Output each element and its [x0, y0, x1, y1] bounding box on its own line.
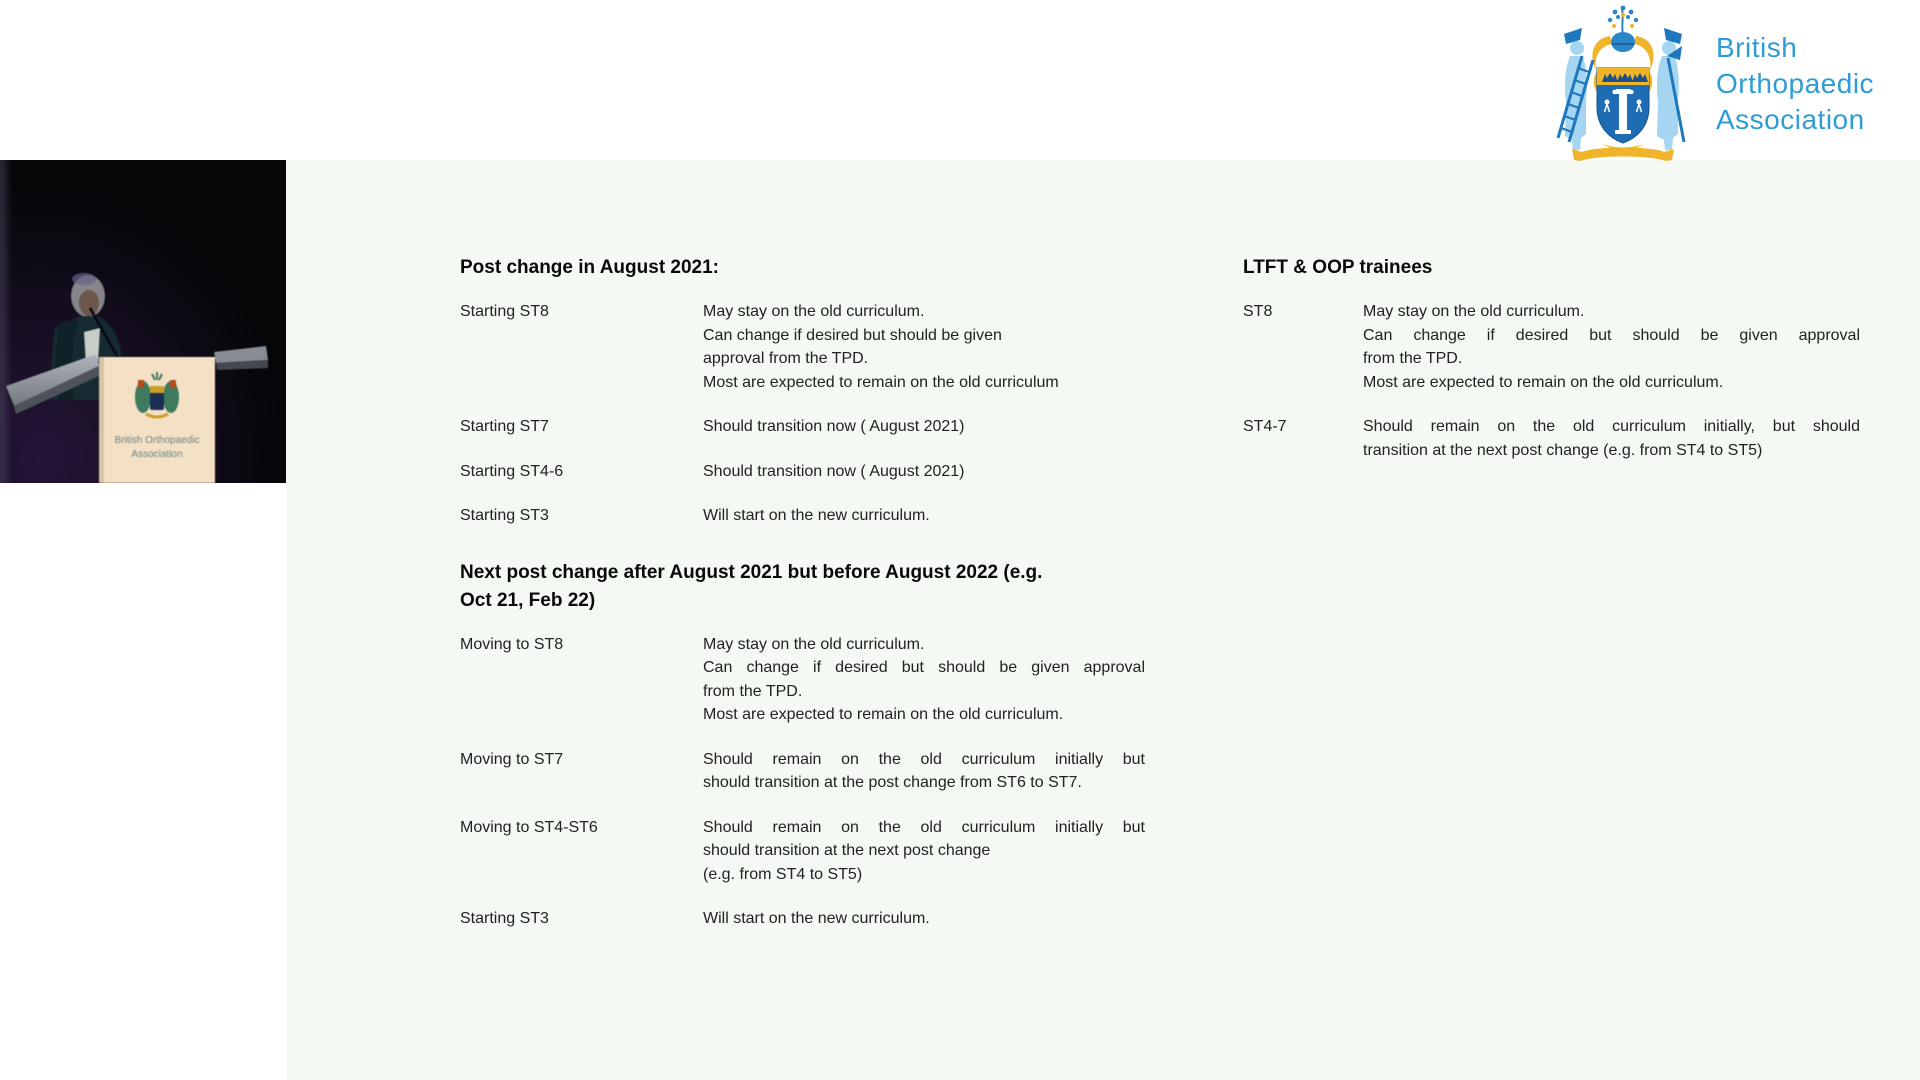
section-heading-line: LTFT & OOP trainees: [1243, 257, 1433, 278]
rule-text-line: from the TPD.: [1363, 350, 1463, 367]
stage-label: ST4-7: [1243, 418, 1287, 435]
rule-text-line: Should remain on the old curriculum initially, but should: [1363, 418, 1860, 435]
transition-rule-row: [460, 504, 1145, 528]
rule-text: [1363, 300, 1860, 394]
boa-wordmark-line: Association: [1716, 104, 1865, 135]
section-heading: [460, 254, 1145, 282]
transition-rule-row: [1243, 415, 1860, 462]
podium-text-line: British Orthopaedic: [114, 435, 200, 446]
rule-text-line: Most are expected to remain on the old curriculum.: [1363, 373, 1724, 391]
rule-text-line: May stay on the old curriculum.: [1363, 303, 1585, 320]
transition-rule-row: [460, 816, 1145, 887]
rule-text-line: should transition at the post change from ST6 to ST7.: [703, 774, 1082, 791]
rule-text-line: Should remain on the old curriculum initially but: [703, 750, 1145, 768]
transition-rule-row: [460, 633, 1145, 727]
stage-label: Moving to ST4-ST6: [460, 818, 598, 836]
boa-wordmark: [1716, 30, 1874, 138]
stage-label: Starting ST3: [460, 910, 549, 927]
rule-text-line: (e.g. from ST4 to ST5): [703, 865, 863, 883]
stage-label: Moving to ST7: [460, 750, 564, 768]
presenter-video-scene: [0, 160, 286, 483]
stage-label: Starting ST8: [460, 303, 549, 320]
rule-text: [703, 907, 1145, 931]
rule-text-line: should transition at the next post change: [703, 842, 991, 859]
rule-text: [703, 748, 1145, 795]
slide-left-column: [460, 254, 1145, 952]
rule-text-line: Can change if desired but should be given: [703, 326, 1002, 344]
rule-text-line: Should transition now ( August 2021): [703, 462, 965, 480]
stage-label: Starting ST3: [460, 507, 549, 524]
rule-text-line: Will start on the new curriculum.: [703, 910, 930, 927]
presenter-video-thumbnail[interactable]: [0, 160, 286, 483]
crest-helmet: [1611, 32, 1635, 52]
boa-logo: [1552, 4, 1874, 164]
stage-label: Starting ST4-6: [460, 462, 564, 480]
rule-text: [703, 504, 1145, 528]
stage-label: Moving to ST8: [460, 635, 564, 653]
boa-wordmark-line: British: [1716, 32, 1798, 63]
rule-text-line: May stay on the old curriculum.: [703, 635, 925, 653]
rule-text: [703, 633, 1145, 727]
stage-label: ST8: [1243, 303, 1273, 320]
section-heading-line: Next post change after August 2021 but before August 2022 (e.g.: [460, 561, 1043, 583]
crest-shield: [1597, 68, 1649, 143]
rule-text-line: Most are expected to remain on the old curriculum.: [703, 706, 1064, 723]
stage-label: Starting ST7: [460, 418, 549, 435]
transition-rule-row: [460, 907, 1145, 931]
boa-wordmark-line: Orthopaedic: [1716, 68, 1875, 99]
rule-text: [703, 460, 1145, 484]
transition-rule-row: [460, 415, 1145, 439]
rule-text: [703, 300, 1145, 394]
section-heading-line: Oct 21, Feb 22): [460, 589, 596, 611]
rule-text-line: approval from the TPD.: [703, 350, 869, 367]
transition-rule-row: [460, 460, 1145, 484]
rule-text-line: transition at the next post change (e.g. from ST4 to ST5): [1363, 441, 1763, 459]
section-heading-line: Post change in August 2021:: [460, 257, 720, 278]
podium-text-line: Association: [131, 449, 183, 460]
transition-rule-row: [1243, 300, 1860, 394]
rule-text-line: Can change if desired but should be given approval: [703, 659, 1145, 676]
crest-scroll: [1572, 144, 1674, 161]
section-heading: [1243, 254, 1860, 282]
rule-text: [703, 415, 1145, 439]
rule-text-line: Most are expected to remain on the old curriculum: [703, 373, 1059, 391]
rule-text-line: from the TPD.: [703, 682, 803, 700]
slide-right-column: [1243, 254, 1860, 483]
rule-text-line: Will start on the new curriculum.: [703, 507, 930, 524]
rule-text-line: Should transition now ( August 2021): [703, 418, 965, 435]
crest-tree: [1608, 6, 1638, 34]
rule-text-line: May stay on the old curriculum.: [703, 303, 925, 320]
slide-section: [460, 559, 1145, 931]
slide-section: [1243, 254, 1860, 462]
rule-text-line: Should remain on the old curriculum initially but: [703, 818, 1145, 836]
rule-text: [703, 816, 1145, 887]
rule-text-line: Can change if desired but should be given approval: [1363, 326, 1860, 344]
slide-section: [460, 254, 1145, 528]
transition-rule-row: [460, 748, 1145, 795]
rule-text: [1363, 415, 1860, 462]
section-heading: [460, 559, 1145, 615]
boa-crest-icon: [1552, 4, 1694, 164]
transition-rule-row: [460, 300, 1145, 394]
